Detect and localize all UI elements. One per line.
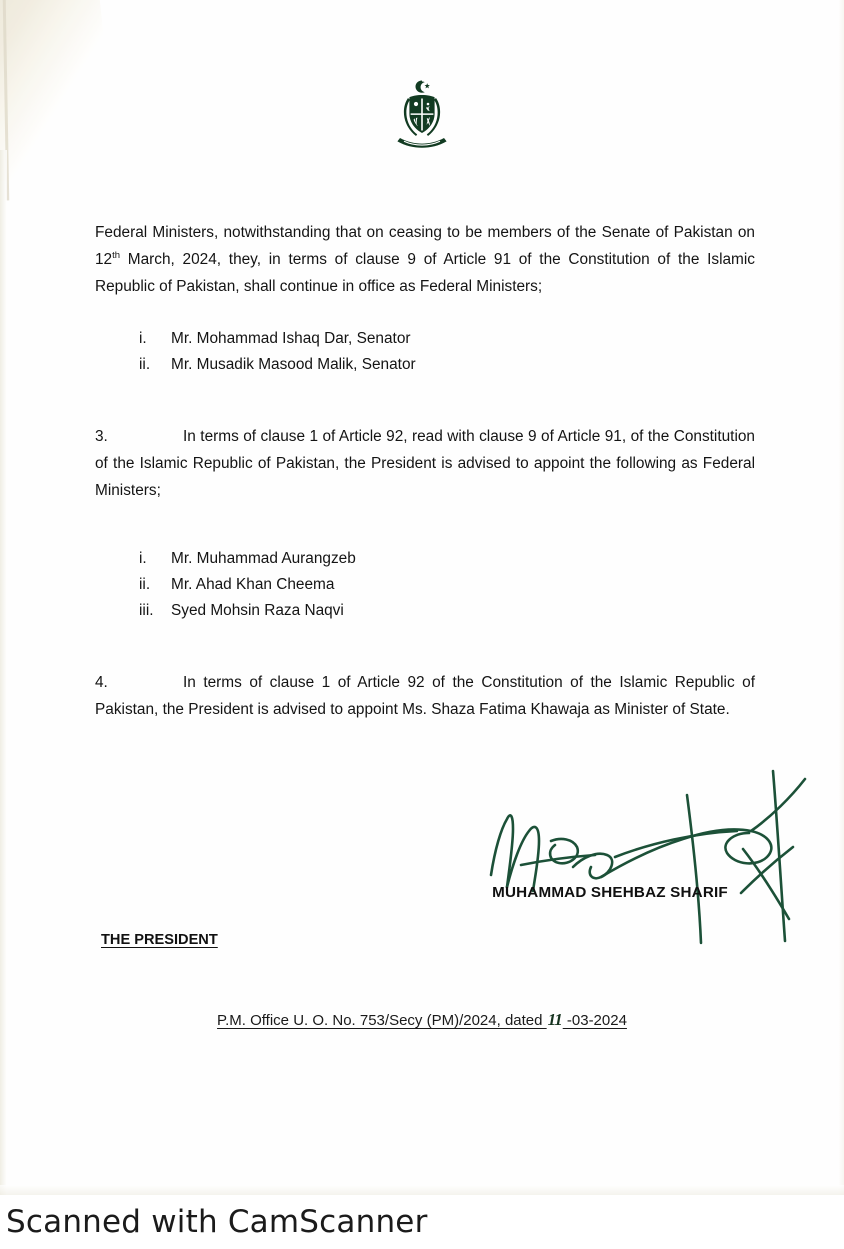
clause-4 xyxy=(95,669,755,723)
list-numeral: ii. xyxy=(139,575,151,593)
scan-edge-bottom-artifact xyxy=(0,1185,844,1195)
reference-text-after: -03-2024 xyxy=(562,1012,627,1029)
minister-name: Mr. Mohammad Ishaq Dar, Senator xyxy=(171,330,411,347)
paragraph-continued-part1: Federal Ministers, notwithstanding that on ceasing to be members of the Senate of Pakistan on 12 xyxy=(95,224,755,268)
list-numeral: ii. xyxy=(139,356,151,373)
list-continuing-ministers xyxy=(95,326,755,378)
list-item xyxy=(95,326,755,352)
list-item xyxy=(95,572,755,598)
handwritten-signature xyxy=(455,745,825,1005)
addressee-label: THE PRESIDENT xyxy=(101,932,218,948)
clause-3-number: 3. xyxy=(95,428,108,446)
paragraph-continued-part2: March, 2024, they, in terms of clause 9 of Article 91 of the Constitution of the Islamic Republic of Pakistan, shall continue in office as Federal Ministers; xyxy=(95,251,755,295)
clause-4-text: In terms of clause 1 of Article 92 of the Constitution of the Islamic Republic of Pakistan, the President is advised to appoint Ms. Shaza Fatima Khawaja as Minister of State. xyxy=(95,674,755,719)
camscanner-watermark: Scanned with CamScanner xyxy=(6,1204,428,1240)
clause-3-text: In terms of clause 1 of Article 92, read with clause 9 of Article 91, of the Constitution of the Islamic Republic of Pakistan, the President is advised to appoint the following as Federal Ministers; xyxy=(95,428,755,500)
list-numeral: iii. xyxy=(139,601,154,619)
state-emblem-of-pakistan-icon xyxy=(394,78,450,152)
clause-4-number: 4. xyxy=(95,674,108,692)
camscanner-footer xyxy=(0,1195,844,1249)
document-body xyxy=(95,219,755,739)
minister-name: Mr. Ahad Khan Cheema xyxy=(171,575,335,593)
paragraph-continued xyxy=(95,219,755,300)
clause-3 xyxy=(95,423,755,504)
list-numeral: i. xyxy=(139,330,147,347)
minister-name: Syed Mohsin Raza Naqvi xyxy=(171,601,344,619)
reference-text-before: P.M. Office U. O. No. 753/Secy (PM)/2024, dated xyxy=(217,1012,547,1029)
minister-name: Mr. Muhammad Aurangzeb xyxy=(171,549,356,567)
minister-name: Mr. Musadik Masood Malik, Senator xyxy=(171,356,416,373)
list-new-ministers xyxy=(95,546,755,624)
signer-name: MUHAMMAD SHEHBAZ SHARIF xyxy=(492,884,728,901)
list-item xyxy=(95,598,755,624)
ordinal-superscript: th xyxy=(112,249,121,261)
list-numeral: i. xyxy=(139,549,147,567)
list-item xyxy=(95,546,755,572)
list-item xyxy=(95,352,755,378)
emblem-container xyxy=(0,78,844,157)
reference-line xyxy=(0,1010,844,1030)
handwritten-date-day: 11 xyxy=(547,1010,562,1029)
